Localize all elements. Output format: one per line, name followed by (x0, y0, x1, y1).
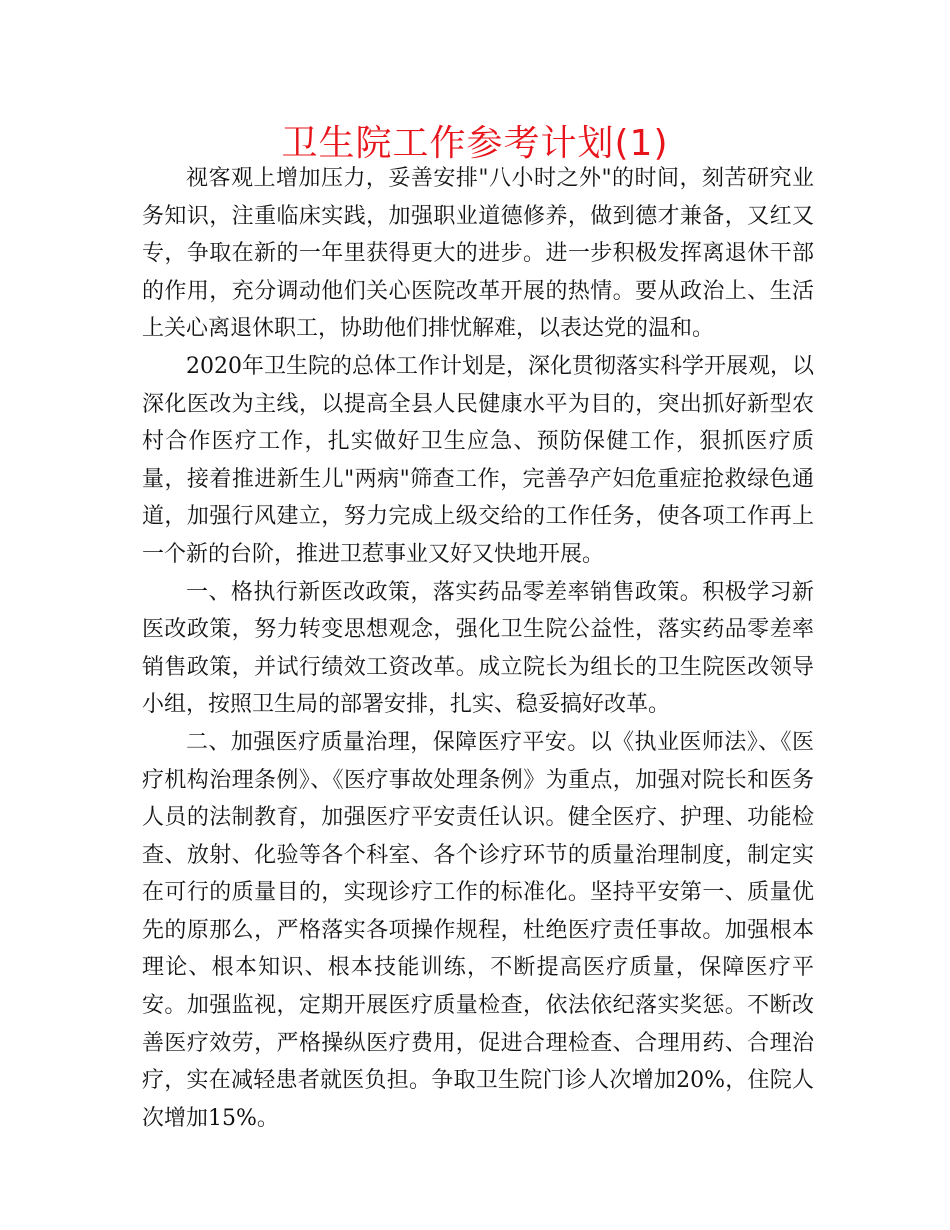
paragraph-2: 2020年卫生院的总体工作计划是，深化贯彻落实科学开展观，以深化医改为主线，以提高全县人民健康水平为目的，突出抓好新型农村合作医疗工作，扎实做好卫生应急、预防保健工作，狠抓医疗质量，接着推进新生儿"两病"筛查工作，完善孕产妇危重症抢救绿色通道，加强行风建立，努力完成上级交给的工作任务，使各项工作再上一个新的台阶，推进卫惹事业又好又快地开展。 (142, 353, 814, 567)
paragraph-4: 二、加强医疗质量治理，保障医疗平安。以《执业医师法》、《医疗机构治理条例》、《医疗事故处理条例》为重点，加强对院长和医务人员的法制教育，加强医疗平安责任认识。健全医疗、护理、功能检查、放射、化验等各个科室、各个诊疗环节的质量治理制度，制定实在可行的质量目的，实现诊疗工作的标准化。坚持平安第一、质量优先的原那么，严格落实各项操作规程，杜绝医疗责任事故。加强根本理论、根本知识、根本技能训练，不断提高医疗质量，保障医疗平安。加强监视，定期开展医疗质量检查，依法依纪落实奖惩。不断改善医疗效劳，严格操纵医疗费用，促进合理检查、合理用药、合理治疗，实在减轻患者就医负担。争取卫生院门诊人次增加20%，住院人次增加15%。 (142, 729, 814, 1131)
document-title: 卫生院工作参考计划(1) (281, 123, 669, 164)
document-body (142, 160, 814, 1137)
paragraph-1: 视客观上增加压力，妥善安排"八小时之外"的时间，刻苦研究业务知识，注重临床实践，加强职业道德修养，做到德才兼备，又红又专，争取在新的一年里获得更大的进步。进一步积极发挥离退休干部的作用，充分调动他们关心医院改革开展的热情。要从政治上、生活上关心离退休职工，协助他们排忧解难，以表达党的温和。 (142, 166, 814, 342)
paragraph-3: 一、格执行新医改政策，落实药品零差率销售政策。积极学习新医改政策，努力转变思想观念，强化卫生院公益性，落实药品零差率销售政策，并试行绩效工资改革。成立院长为组长的卫生院医改领导小组，按照卫生局的部署安排，扎实、稳妥搞好改革。 (142, 579, 814, 718)
